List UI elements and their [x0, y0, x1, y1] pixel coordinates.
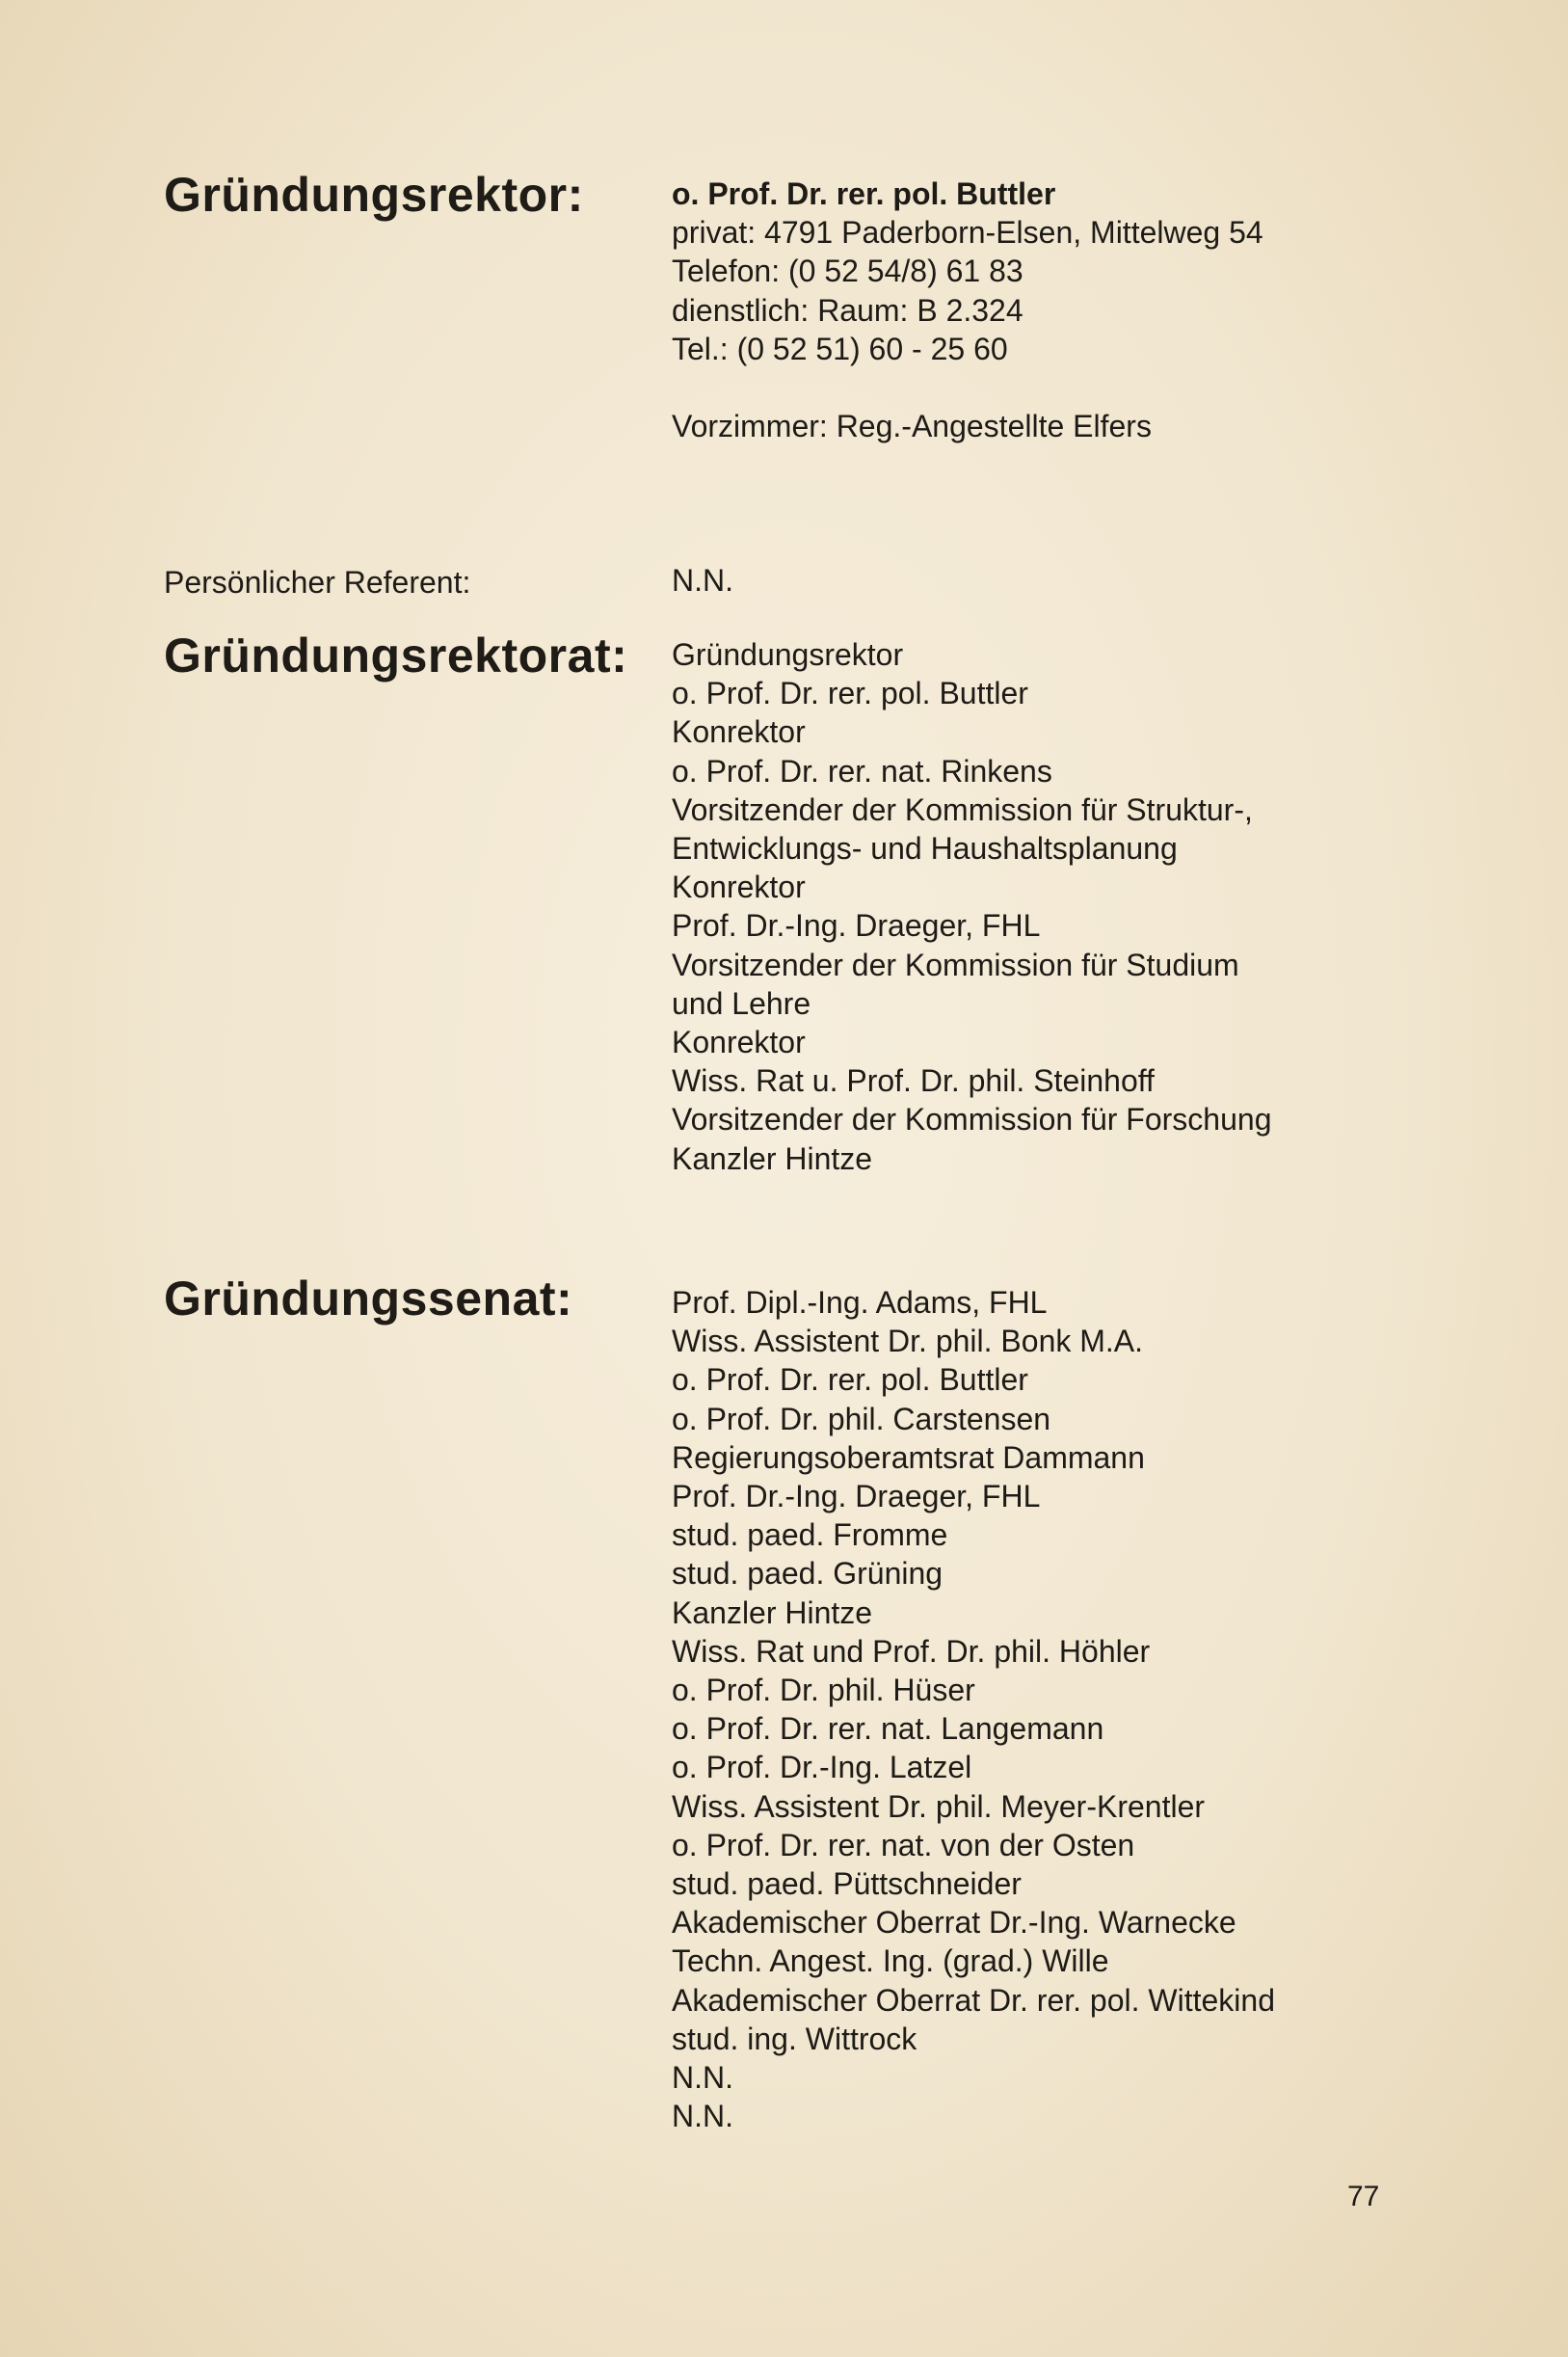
- senat-member: o. Prof. Dr. rer. nat. von der Osten: [672, 1827, 1135, 1862]
- heading-gruendungsrektor: Gründungsrektor:: [164, 168, 584, 222]
- senat-member: Techn. Angest. Ing. (grad.) Wille: [672, 1943, 1109, 1979]
- rektor-vorzimmer: Vorzimmer: Reg.-Angestellte Elfers: [672, 409, 1152, 444]
- senat-member: o. Prof. Dr. rer. pol. Buttler: [672, 1362, 1028, 1398]
- senat-member: Prof. Dipl.-Ing. Adams, FHL: [672, 1285, 1048, 1320]
- rektor-name: o. Prof. Dr. rer. pol. Buttler: [672, 176, 1056, 211]
- rektorat-line: Konrektor: [672, 870, 806, 905]
- senat-member: Wiss. Assistent Dr. phil. Bonk M.A.: [672, 1324, 1144, 1359]
- rektor-contact-line: Telefon: (0 52 54/8) 61 83: [672, 254, 1023, 289]
- heading-gruendungssenat: Gründungssenat:: [164, 1272, 573, 1326]
- rektorat-list: [672, 635, 1520, 1178]
- rektor-contact-line: privat: 4791 Paderborn-Elsen, Mittelweg 54: [672, 215, 1263, 251]
- rektorat-line: Entwicklungs- und Haushaltsplanung: [672, 831, 1178, 867]
- rektorat-line: o. Prof. Dr. rer. nat. Rinkens: [672, 753, 1052, 789]
- referent-value: N.N.: [672, 563, 733, 598]
- rektorat-line: Vorsitzender der Kommission für Struktur-,: [672, 791, 1253, 827]
- senat-member: Prof. Dr.-Ing. Draeger, FHL: [672, 1479, 1041, 1514]
- senat-member: Wiss. Rat und Prof. Dr. phil. Höhler: [672, 1633, 1151, 1669]
- senat-member: o. Prof. Dr.-Ing. Latzel: [672, 1750, 972, 1785]
- page-number: 77: [1347, 2181, 1380, 2212]
- senat-member-list: [672, 1283, 1520, 2135]
- senat-member: stud. paed. Püttschneider: [672, 1866, 1022, 1902]
- senat-member: N.N.: [672, 2060, 733, 2096]
- referent-value-block: [672, 561, 1520, 600]
- senat-member: stud. paed. Grüning: [672, 1556, 943, 1592]
- senat-member: Regierungsoberamtsrat Dammann: [672, 1439, 1145, 1475]
- senat-member: o. Prof. Dr. phil. Hüser: [672, 1673, 975, 1708]
- referent-label: Persönlicher Referent:: [164, 565, 471, 600]
- senat-member: Akademischer Oberrat Dr. rer. pol. Wittekind: [672, 1982, 1275, 2018]
- rektor-contact-line: dienstlich: Raum: B 2.324: [672, 292, 1023, 328]
- rektorat-line: Vorsitzender der Kommission für Studium: [672, 947, 1239, 982]
- rektor-details: [672, 174, 1520, 445]
- senat-member: N.N.: [672, 2099, 733, 2134]
- senat-member: o. Prof. Dr. rer. nat. Langemann: [672, 1711, 1104, 1747]
- senat-member: Wiss. Assistent Dr. phil. Meyer-Krentler: [672, 1788, 1206, 1824]
- rektorat-line: Konrektor: [672, 1025, 806, 1060]
- heading-gruendungsrektorat: Gründungsrektorat:: [164, 629, 628, 683]
- rektorat-line: Konrektor: [672, 714, 806, 750]
- senat-member: Kanzler Hintze: [672, 1594, 873, 1630]
- rektorat-line: Prof. Dr.-Ing. Draeger, FHL: [672, 908, 1041, 944]
- rektorat-line: Vorsitzender der Kommission für Forschung: [672, 1102, 1272, 1138]
- rektorat-line: Wiss. Rat u. Prof. Dr. phil. Steinhoff: [672, 1063, 1155, 1099]
- rektor-contact-lines: [672, 213, 1520, 368]
- senat-member: o. Prof. Dr. phil. Carstensen: [672, 1401, 1051, 1436]
- rektorat-line: Gründungsrektor: [672, 637, 904, 672]
- senat-member: stud. ing. Wittrock: [672, 2021, 917, 2056]
- rektorat-line: Kanzler Hintze: [672, 1140, 873, 1176]
- rektorat-line: und Lehre: [672, 985, 811, 1021]
- senat-member: stud. paed. Fromme: [672, 1517, 948, 1553]
- rektor-contact-line: Tel.: (0 52 51) 60 - 25 60: [672, 331, 1008, 366]
- senat-member: Akademischer Oberrat Dr.-Ing. Warnecke: [672, 1905, 1236, 1941]
- rektorat-line: o. Prof. Dr. rer. pol. Buttler: [672, 676, 1028, 711]
